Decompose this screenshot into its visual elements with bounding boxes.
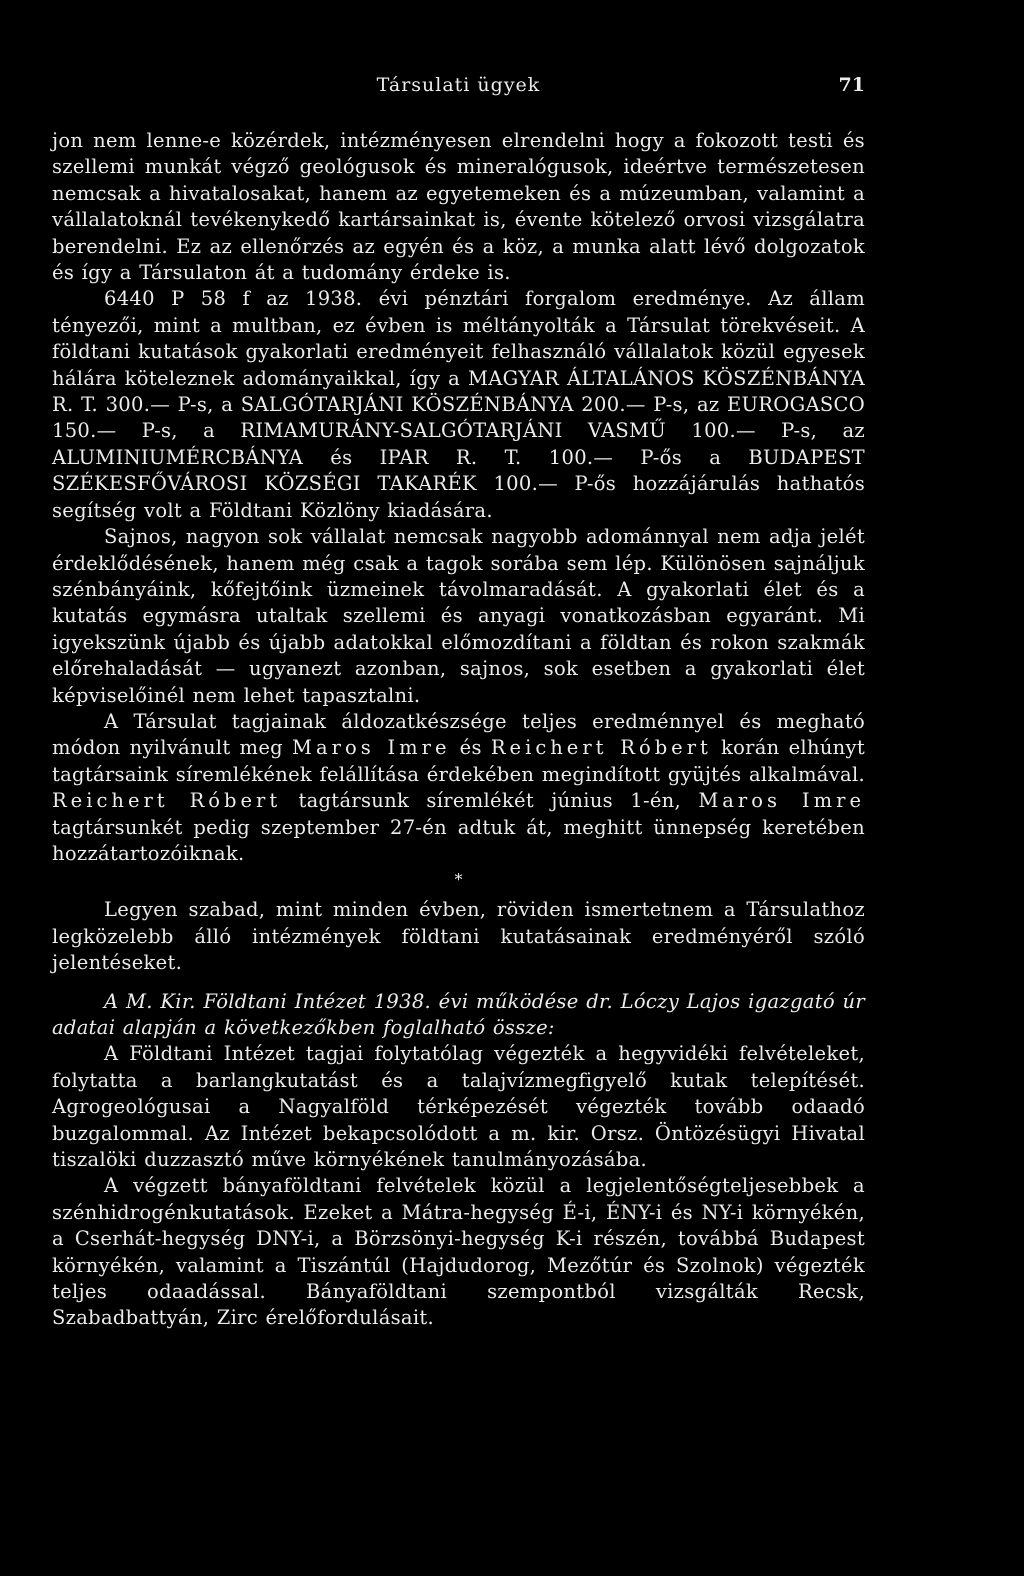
running-title: Társulati ügyek bbox=[376, 74, 541, 96]
document-page bbox=[52, 0, 865, 1576]
memorial-text-5: tagtársunkét pedig szeptember 27-én adtuk át, meghitt ünnepség keretében hozzátartozóiknak. bbox=[52, 815, 865, 865]
memorial-text-1: A Társulat tagjainak áldozatkészsége teljes eredménnyel és megható módon nyilvánult meg bbox=[52, 709, 865, 760]
memorial-text-4: tagtársunk síremlékét június 1-én, bbox=[281, 789, 699, 813]
paragraph-reports-intro: Legyen szabad, mint minden évben, röviden ismertetnem a Társulathoz legközelebb álló intézmények földtani kutatásainak eredményéről szóló jelentéseket. bbox=[52, 898, 865, 975]
paragraph-companies: Sajnos, nagyon sok vállalat nemcsak nagyobb adománnyal nem adja jelét érdeklődésének, hanem még csak a tagok sorába sem lép. Különösen sajnáljuk szénbányáink, kőfejtőink üzmeinek távolmaradását. A gyakorlati élet és a kutatás egymásra utaltak szellemi és anyagi vonatkozásban egyaránt. Mi igyekszünk újabb és újabb adatokkal előmozdítani a földtan és rokon szakmák előrehaladását — ugyanezt azonban, sajnos, sok esetben a gyakorlati élet képviselőinél nem lehet tapasztalni. bbox=[52, 525, 865, 707]
section-separator: * bbox=[454, 870, 463, 890]
person-name: Reichert Róbert bbox=[52, 789, 282, 813]
spacer bbox=[52, 977, 865, 989]
person-name: Maros Imre bbox=[292, 736, 451, 760]
memorial-text-3: korán elhúnyt tagtársaink síremlékének felállítása érdekében megindított gyüjtés alkalmával. bbox=[52, 736, 865, 786]
page-number: 71 bbox=[838, 74, 865, 96]
person-name: Maros Imre bbox=[698, 789, 865, 813]
paragraph-mining-surveys: A végzett bányaföldtani felvételek közül a legjelentőségteljesebbek a szénhidrogénkutatások. Ezeket a Mátra-hegység É-i, ÉNY-i és NY-i környékén, a Cserhát-hegység DNY-i, a Börzsönyi-hegység K-i részén, továbbá Budapest környékén, valamint a Tiszántúl (Hajdudorog, Mezőtúr és Szolnok) végezték teljes odaadással. Bányaföldtani szempontból vizsgálták Recsk, Szabadbattyán, Zirc érelőfordulásait. bbox=[52, 1174, 865, 1330]
memorial-text-2: és bbox=[450, 736, 491, 760]
paragraph-finances: 6440 P 58 f az 1938. évi pénztári forgalom eredménye. Az állam tényezői, mint a multban, ez évben is méltányolták a Társulat törekvéseit. A földtani kutatások gyakorlati eredményeit felhasználó vállalatok közül egyesek hálára köteleznek adományaikkal, így a MAGYAR ÁLTALÁNOS KÖSZÉNBÁNYA R. T. 300.— P-s, a SALGÓTARJÁNI KÖSZÉNBÁNYA 200.— P-s, az EUROGASCO 150.— P-s, a RIMAMURÁNY-SALGÓTARJÁNI VASMŰ 100.— P-s, az ALUMINIUMÉRCBÁNYA és IPAR R. T. 100.— P-ős a BUDAPEST SZÉKESFŐVÁROSI KÖZSÉGI TAKARÉK 100.— P-ős hozzájárulás hathatós segítség volt a Földtani Közlöny kiadására. bbox=[52, 287, 865, 522]
body-text bbox=[52, 128, 865, 1332]
paragraph-memorial bbox=[52, 709, 865, 867]
person-name: Reichert Róbert bbox=[490, 736, 712, 760]
paragraph-medical-exam: jon nem lenne-e közérdek, intézményesen elrendelni hogy a fokozott testi és szellemi munkát végző geológusok és mineralógusok, ideértve természetesen nemcsak a hivatalosakat, hanem az egyetemeken és a múzeumban, valamint a vállalatoknál tevékenykedő kartársainkat is, évente kötelező orvosi vizsgálatra berendelni. Ez az ellenőrzés az egyén és a köz, a munka alatt lévő dolgozatok és így a Társulaton át a tudomány érdeke is. bbox=[52, 129, 865, 285]
paragraph-institute-work: A Földtani Intézet tagjai folytatólag végezték a hegyvidéki felvételeket, folytatta a barlangkutatást és a talajvízmegfigyelő kutak telepítését. Agrogeológusai a Nagyalföld térképezését végezték tovább odaadó buzgalommal. Az Intézet bekapcsolódott a m. kir. Orsz. Öntözésügyi Hivatal tiszalöki duzzasztó műve környékének tanulmányozásába. bbox=[52, 1042, 865, 1172]
section-heading-institute: A M. Kir. Földtani Intézet 1938. évi működése dr. Lóczy Lajos igazgató úr adatai alapján a következőkben foglalható össze: bbox=[52, 989, 865, 1039]
running-head bbox=[52, 74, 865, 102]
